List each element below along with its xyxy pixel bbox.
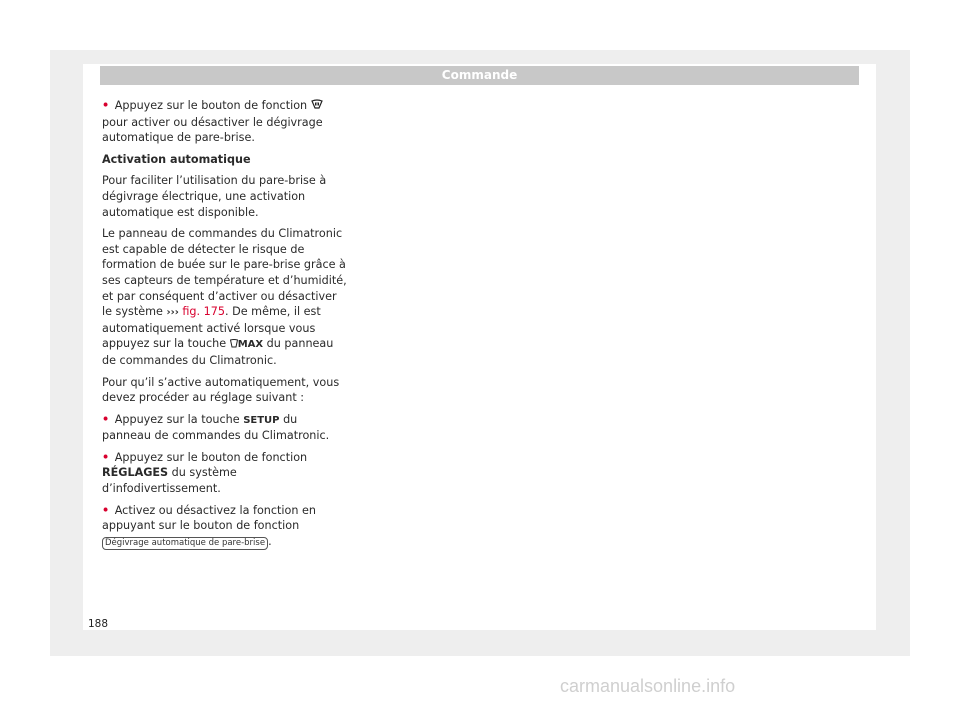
bullet-marker: • — [102, 450, 110, 464]
bullet-text: . — [268, 534, 272, 548]
paragraph-setup-intro: Pour qu’il s’active automatiquement, vous devez procéder au réglage suivant : — [102, 375, 340, 405]
reference-chevron-icon: ››› — [166, 307, 179, 319]
section-header — [100, 66, 859, 85]
page-number: 188 — [88, 618, 109, 630]
defrost-auto-button-label: Dégivrage automatique de pare-brise — [102, 537, 268, 550]
bullet-reglages — [102, 450, 347, 497]
bullet-text: Appuyez sur le bouton de fonction — [114, 99, 308, 112]
max-label: MAX — [237, 339, 264, 351]
para-text: Le panneau de commandes du Climatronic est capable de détecter le risque de formation de buée sur le pare-brise grâce à ses capteurs de température et d’humidité, et par conséquent d’activer ou désactiver le système — [102, 227, 347, 319]
bullet-activate — [102, 503, 347, 550]
para-text: du panneau de commandes du Climatronic. — [102, 337, 334, 367]
reglages-label: RÉGLAGES — [102, 466, 169, 480]
bullet-text: du système d’infodivertissement. — [102, 466, 237, 496]
bullet-marker: • — [102, 503, 110, 517]
figure-link[interactable]: fig. 175 — [182, 305, 226, 319]
bullet-defrost — [102, 98, 347, 146]
defrost-icon — [311, 99, 323, 115]
max-defrost-icon — [230, 337, 263, 353]
bullet-text: Appuyez sur le bouton de fonction — [114, 450, 308, 464]
setup-key-icon: SETUP — [243, 414, 280, 426]
paragraph-intro: Pour faciliter l’utilisation du pare-brise à dégivrage électrique, une activation automatique est disponible. — [102, 174, 327, 219]
paragraph-climatronic — [102, 226, 347, 368]
bullet-text: Appuyez sur la touche — [114, 412, 240, 426]
bullet-marker: • — [102, 99, 110, 112]
bullet-marker: • — [102, 412, 110, 426]
watermark: carmanualsonline.info — [560, 676, 736, 696]
bullet-text: pour activer ou désactiver le dégivrage automatique de pare-brise. — [102, 115, 323, 145]
text-column — [102, 98, 347, 556]
bullet-text: Activez ou désactivez la fonction en appuyant sur le bouton de fonction — [102, 503, 316, 533]
bullet-setup — [102, 412, 347, 444]
bullet-text: du panneau de commandes du Climatronic. — [102, 412, 330, 443]
subheading-activation: Activation automatique — [102, 152, 251, 166]
section-title: Commande — [441, 68, 518, 82]
para-text: . De même, il est automatiquement activé lorsque vous appuyez sur la touche — [102, 305, 321, 351]
